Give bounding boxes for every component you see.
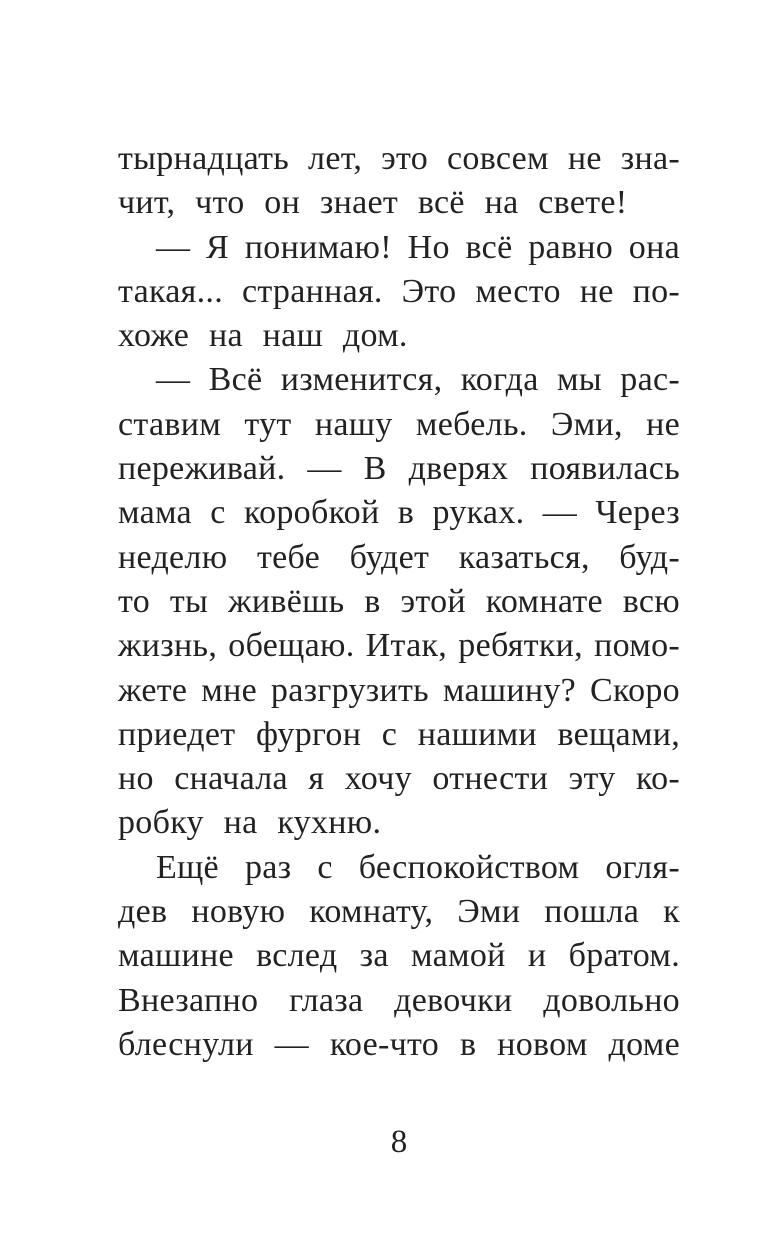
text-line: машине вслед за мамой и братом. bbox=[118, 937, 680, 975]
text-line: чит, что он знает всё на свете! bbox=[118, 184, 628, 222]
text-line: хоже на наш дом. bbox=[118, 317, 408, 355]
text-line: переживай. — В дверях появилась bbox=[118, 450, 680, 488]
text-line: мама с коробкой в руках. — Через bbox=[118, 494, 680, 532]
page-number: 8 bbox=[390, 1124, 408, 1160]
text-line: Внезапно глаза девочки довольно bbox=[118, 981, 680, 1019]
text-line: такая... странная. Это место не по- bbox=[118, 272, 680, 310]
text-line: жете мне разгрузить машину? Скоро bbox=[118, 671, 680, 709]
text-line: неделю тебе будет казаться, буд- bbox=[118, 538, 680, 576]
text-line: блеснули — кое-что в новом доме bbox=[118, 1025, 680, 1063]
text-line: приедет фургон с нашими вещами, bbox=[118, 715, 680, 753]
text-line: то ты живёшь в этой комнате всю bbox=[118, 582, 680, 620]
text-line: ставим тут нашу мебель. Эми, не bbox=[118, 405, 680, 443]
text-line: — Я понимаю! Но всё равно она bbox=[156, 228, 680, 266]
text-line: Ещё раз с беспокойством огля- bbox=[156, 848, 680, 886]
text-line: робку на кухню. bbox=[118, 804, 382, 842]
text-line: но сначала я хочу отнести эту ко- bbox=[118, 760, 680, 798]
text-line: жизнь, обещаю. Итак, ребятки, помо- bbox=[118, 627, 680, 665]
text-line: — Всё изменится, когда мы рас- bbox=[156, 361, 680, 399]
text-line: дев новую комнату, Эми пошла к bbox=[118, 893, 680, 931]
page-text bbox=[118, 137, 680, 1067]
text-line: тырнадцать лет, это совсем не зна- bbox=[118, 140, 680, 177]
